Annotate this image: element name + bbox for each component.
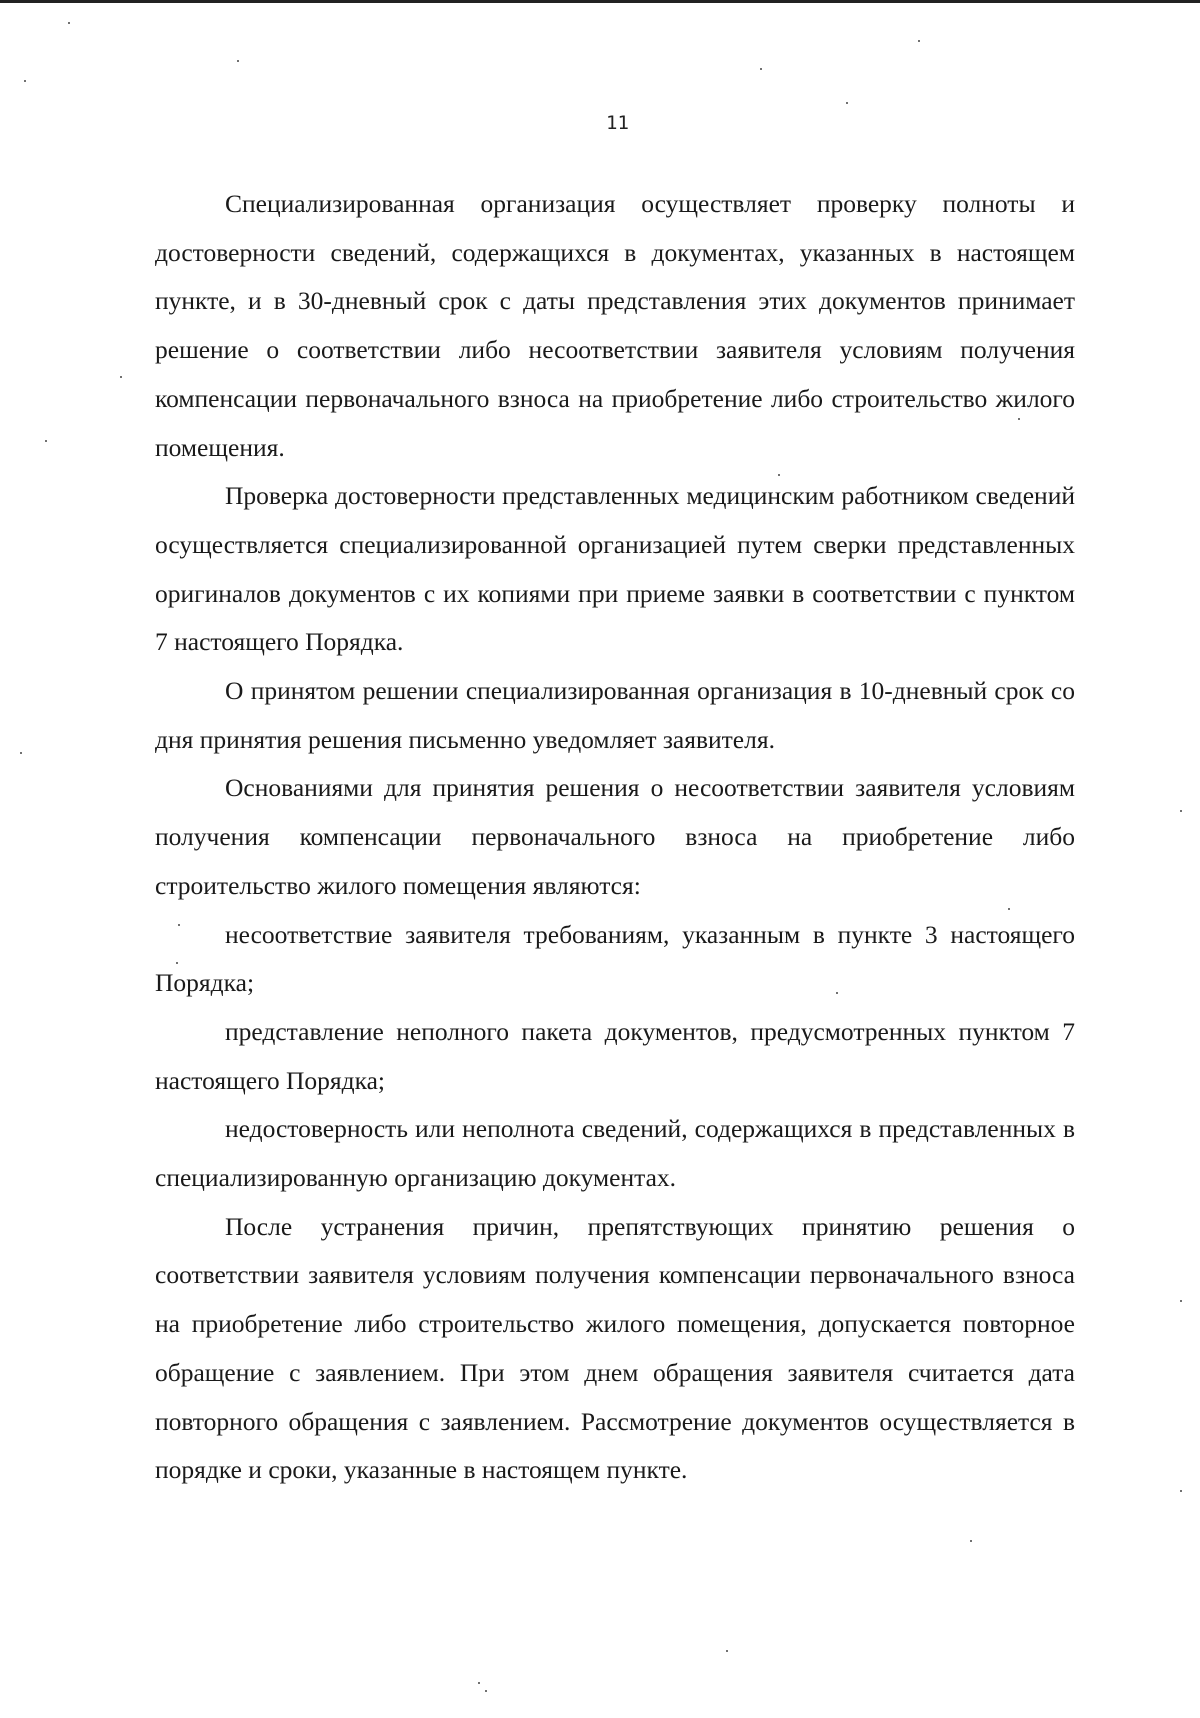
scan-speck xyxy=(1008,908,1010,910)
scan-speck xyxy=(778,474,780,476)
scan-speck xyxy=(120,376,122,378)
scan-speck xyxy=(485,1690,487,1692)
paragraph-grounds-intro: Основаниями для принятия решения о несоответствии заявителя условиям получения компенсации первоначального взноса на приобретение либо строительство жилого помещения являются: xyxy=(155,773,1075,900)
scan-speck xyxy=(726,1650,728,1652)
scan-speck xyxy=(836,992,838,994)
scan-speck xyxy=(1180,810,1182,812)
paragraph-reliability-check: Проверка достоверности представленных медицинским работником сведений осуществляется специализированной организацией путем сверки представленных оригиналов документов с их копиями при приеме заявки в соответствии с пунктом 7 настоящего Порядка. xyxy=(155,481,1075,657)
paragraph-notification: О принятом решении специализированная организация в 10-дневный срок со дня принятия решения письменно уведомляет заявителя. xyxy=(155,676,1075,754)
list-item-incomplete-package: представление неполного пакета документов, предусмотренных пунктом 7 настоящего Порядка; xyxy=(155,1016,1075,1095)
scan-speck xyxy=(1180,1300,1182,1302)
page-number: 11 xyxy=(606,112,629,134)
scan-speck xyxy=(970,1540,972,1542)
list-item-unreliable-info: недостоверность или неполнота сведений, содержащихся в представленных в специализированную организацию документах. xyxy=(155,1114,1075,1193)
scan-speck xyxy=(237,60,239,62)
document-body xyxy=(155,180,1075,1495)
paragraph-verification: Специализированная организация осуществляет проверку полноты и достоверности сведений, содержащихся в документах, указанных в настоящем пункте, и в 30-дневный срок с даты представления этих документов принимает решение о соответствии либо несоответствии заявителя условиям получения компенсации первоначального взноса на приобретение либо строительство жилого помещения. xyxy=(155,189,1075,462)
list-item-noncompliance: несоответствие заявителя требованиям, указанным в пункте 3 настоящего Порядка; xyxy=(155,919,1075,998)
scan-speck xyxy=(1180,1490,1182,1492)
scan-speck xyxy=(20,752,22,754)
scan-speck xyxy=(918,40,920,42)
scan-speck xyxy=(68,22,70,24)
scan-speck xyxy=(478,1682,480,1684)
scan-speck xyxy=(846,102,848,104)
scan-speck xyxy=(1018,418,1020,420)
paragraph-reapplication: После устранения причин, препятствующих принятию решения о соответствии заявителя условиям получения компенсации первоначального взноса на приобретение либо строительство жилого помещения, допускается повторное обращение с заявлением. При этом днем обращения заявителя считается дата повторного обращения с заявлением. Рассмотрение документов осуществляется в порядке и сроки, указанные в настоящем пункте. xyxy=(155,1211,1075,1485)
scan-speck xyxy=(760,68,762,70)
scan-speck xyxy=(24,80,26,82)
scan-speck xyxy=(45,440,47,442)
top-border-line xyxy=(0,0,1200,3)
scan-speck xyxy=(176,962,178,964)
scan-speck xyxy=(178,924,180,926)
